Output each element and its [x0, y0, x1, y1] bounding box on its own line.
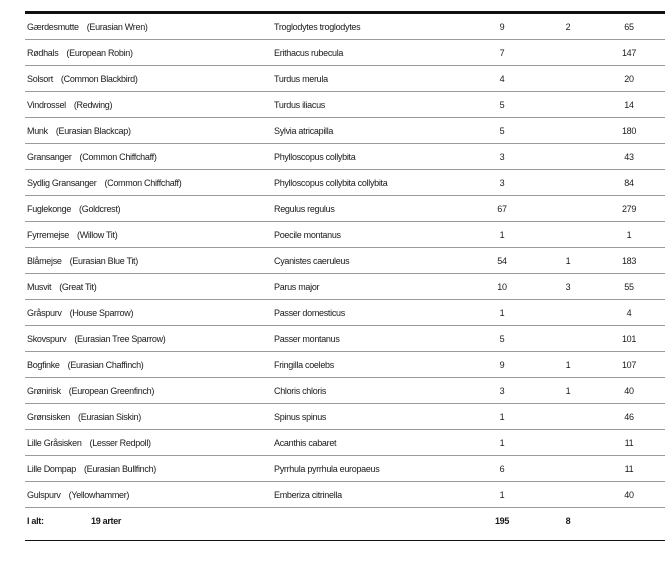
latin-name-cell: Fringilla coelebs — [274, 352, 459, 378]
danish-name: Gransanger — [27, 151, 72, 162]
english-name: (House Sparrow) — [69, 307, 134, 318]
english-name: (Great Tit) — [59, 281, 97, 292]
total-label-cell — [25, 508, 274, 534]
species-table-footer — [25, 508, 665, 534]
table-row — [25, 482, 665, 508]
english-name: (Eurasian Blackcap) — [55, 125, 131, 136]
latin-name-cell: Parus major — [274, 274, 459, 300]
count-1-cell: 54 — [459, 248, 545, 274]
count-3-cell: 1 — [591, 222, 665, 248]
danish-name: Fyrremejse — [27, 229, 70, 240]
count-1-cell: 5 — [459, 326, 545, 352]
count-3-cell: 11 — [591, 430, 665, 456]
danish-name: Grønsisken — [27, 411, 71, 422]
species-table — [25, 14, 665, 533]
common-name-cell — [25, 144, 274, 170]
english-name: (Eurasian Blue Tit) — [69, 255, 138, 266]
latin-name-cell: Turdus merula — [274, 66, 459, 92]
table-row — [25, 378, 665, 404]
common-name-cell — [25, 300, 274, 326]
count-2-cell: 3 — [545, 274, 591, 300]
count-3-cell: 84 — [591, 170, 665, 196]
count-3-cell: 4 — [591, 300, 665, 326]
table-row — [25, 92, 665, 118]
common-name-cell — [25, 196, 274, 222]
common-name-cell — [25, 40, 274, 66]
count-3-cell: 14 — [591, 92, 665, 118]
count-3-cell: 279 — [591, 196, 665, 222]
danish-name: Solsort — [27, 73, 53, 84]
table-row — [25, 196, 665, 222]
latin-name-cell: Turdus iliacus — [274, 92, 459, 118]
count-2-cell — [545, 456, 591, 482]
count-2-cell — [545, 300, 591, 326]
common-name-cell — [25, 430, 274, 456]
latin-name-cell: Chloris chloris — [274, 378, 459, 404]
table-row — [25, 456, 665, 482]
latin-name-cell: Cyanistes caeruleus — [274, 248, 459, 274]
count-1-cell: 5 — [459, 92, 545, 118]
latin-name-cell: Regulus regulus — [274, 196, 459, 222]
count-2-cell — [545, 66, 591, 92]
danish-name: Lille Gråsisken — [27, 437, 82, 448]
count-2-cell — [545, 404, 591, 430]
total-row — [25, 508, 665, 534]
count-1-cell: 3 — [459, 170, 545, 196]
common-name-cell — [25, 92, 274, 118]
english-name: (European Greenfinch) — [68, 385, 155, 396]
count-1-cell: 6 — [459, 456, 545, 482]
count-2-cell — [545, 92, 591, 118]
count-1-cell: 1 — [459, 300, 545, 326]
species-table-body — [25, 14, 665, 508]
latin-name-cell: Sylvia atricapilla — [274, 118, 459, 144]
count-2-cell — [545, 196, 591, 222]
common-name-cell — [25, 352, 274, 378]
english-name: (Redwing) — [73, 99, 113, 110]
latin-name-cell: Passer domesticus — [274, 300, 459, 326]
count-3-cell: 40 — [591, 482, 665, 508]
count-1-cell: 3 — [459, 378, 545, 404]
count-1-cell: 3 — [459, 144, 545, 170]
count-2-cell: 1 — [545, 352, 591, 378]
english-name: (Eurasian Chaffinch) — [67, 359, 144, 370]
count-3-cell: 20 — [591, 66, 665, 92]
count-3-cell: 40 — [591, 378, 665, 404]
count-3-cell: 180 — [591, 118, 665, 144]
english-name: (Goldcrest) — [79, 203, 121, 214]
english-name: (Lesser Redpoll) — [89, 437, 151, 448]
count-3-cell: 65 — [591, 14, 665, 40]
latin-name-cell: Acanthis cabaret — [274, 430, 459, 456]
danish-name: Bogfinke — [27, 359, 60, 370]
count-2-cell — [545, 430, 591, 456]
danish-name: Gråspurv — [27, 307, 62, 318]
count-3-cell: 43 — [591, 144, 665, 170]
count-2-cell — [545, 170, 591, 196]
latin-name-cell: Pyrrhula pyrrhula europaeus — [274, 456, 459, 482]
total-count-2: 8 — [565, 515, 571, 526]
common-name-cell — [25, 66, 274, 92]
english-name: (Common Chiffchaff) — [104, 177, 182, 188]
count-3-cell: 147 — [591, 40, 665, 66]
table-row — [25, 14, 665, 40]
danish-name: Gulspurv — [27, 489, 61, 500]
count-3-cell: 11 — [591, 456, 665, 482]
english-name: (Eurasian Wren) — [86, 21, 148, 32]
table-row — [25, 404, 665, 430]
count-3-cell: 183 — [591, 248, 665, 274]
count-1-cell: 1 — [459, 404, 545, 430]
table-row — [25, 248, 665, 274]
danish-name: Musvit — [27, 281, 52, 292]
latin-name-cell: Emberiza citrinella — [274, 482, 459, 508]
common-name-cell — [25, 170, 274, 196]
table-row — [25, 326, 665, 352]
latin-name-cell: Spinus spinus — [274, 404, 459, 430]
english-name: (Willow Tit) — [77, 229, 118, 240]
count-3-cell: 55 — [591, 274, 665, 300]
english-name: (Eurasian Siskin) — [78, 411, 141, 422]
common-name-cell — [25, 248, 274, 274]
table-row — [25, 66, 665, 92]
latin-name-cell: Phylloscopus collybita collybita — [274, 170, 459, 196]
english-name: (Eurasian Bullfinch) — [83, 463, 156, 474]
danish-name: Vindrossel — [27, 99, 66, 110]
danish-name: Fuglekonge — [27, 203, 72, 214]
count-2-cell — [545, 222, 591, 248]
count-1-cell: 5 — [459, 118, 545, 144]
english-name: (Common Blackbird) — [60, 73, 138, 84]
common-name-cell — [25, 222, 274, 248]
total-empty-cell — [274, 508, 459, 534]
count-1-cell: 4 — [459, 66, 545, 92]
count-1-cell: 1 — [459, 482, 545, 508]
count-1-cell: 1 — [459, 430, 545, 456]
count-1-cell: 9 — [459, 352, 545, 378]
danish-name: Sydlig Gransanger — [27, 177, 97, 188]
latin-name-cell: Troglodytes troglodytes — [274, 14, 459, 40]
total-count-1: 195 — [494, 515, 510, 526]
english-name: (Eurasian Tree Sparrow) — [74, 333, 166, 344]
common-name-cell — [25, 456, 274, 482]
count-1-cell: 10 — [459, 274, 545, 300]
common-name-cell — [25, 378, 274, 404]
danish-name: Blåmejse — [27, 255, 62, 266]
table-row — [25, 144, 665, 170]
count-2-cell: 1 — [545, 248, 591, 274]
count-2-cell — [545, 326, 591, 352]
table-bottom-rule — [25, 540, 665, 541]
common-name-cell — [25, 274, 274, 300]
count-1-cell: 1 — [459, 222, 545, 248]
table-row — [25, 118, 665, 144]
total-species-count: 19 arter — [91, 515, 122, 526]
count-3-cell: 101 — [591, 326, 665, 352]
common-name-cell — [25, 118, 274, 144]
danish-name: Gærdesmutte — [27, 21, 79, 32]
danish-name: Munk — [27, 125, 48, 136]
count-2-cell: 2 — [545, 14, 591, 40]
common-name-cell — [25, 482, 274, 508]
count-2-cell — [545, 482, 591, 508]
total-label: I alt: — [27, 515, 44, 526]
common-name-cell — [25, 404, 274, 430]
table-row — [25, 352, 665, 378]
table-row — [25, 170, 665, 196]
common-name-cell — [25, 326, 274, 352]
count-3-cell: 107 — [591, 352, 665, 378]
danish-name: Skovspurv — [27, 333, 67, 344]
danish-name: Rødhals — [27, 47, 59, 58]
count-2-cell — [545, 40, 591, 66]
count-2-cell — [545, 118, 591, 144]
english-name: (Common Chiffchaff) — [79, 151, 157, 162]
english-name: (European Robin) — [66, 47, 133, 58]
count-1-cell: 7 — [459, 40, 545, 66]
count-1-cell: 9 — [459, 14, 545, 40]
latin-name-cell: Phylloscopus collybita — [274, 144, 459, 170]
table-row — [25, 222, 665, 248]
table-row — [25, 430, 665, 456]
count-2-cell — [545, 144, 591, 170]
latin-name-cell: Erithacus rubecula — [274, 40, 459, 66]
count-3-cell: 46 — [591, 404, 665, 430]
table-row — [25, 40, 665, 66]
table-row — [25, 300, 665, 326]
table-row — [25, 274, 665, 300]
danish-name: Lille Dompap — [27, 463, 76, 474]
latin-name-cell: Poecile montanus — [274, 222, 459, 248]
latin-name-cell: Passer montanus — [274, 326, 459, 352]
common-name-cell — [25, 14, 274, 40]
danish-name: Grønirisk — [27, 385, 61, 396]
count-2-cell: 1 — [545, 378, 591, 404]
total-count-3 — [591, 508, 665, 534]
count-1-cell: 67 — [459, 196, 545, 222]
english-name: (Yellowhammer) — [68, 489, 130, 500]
